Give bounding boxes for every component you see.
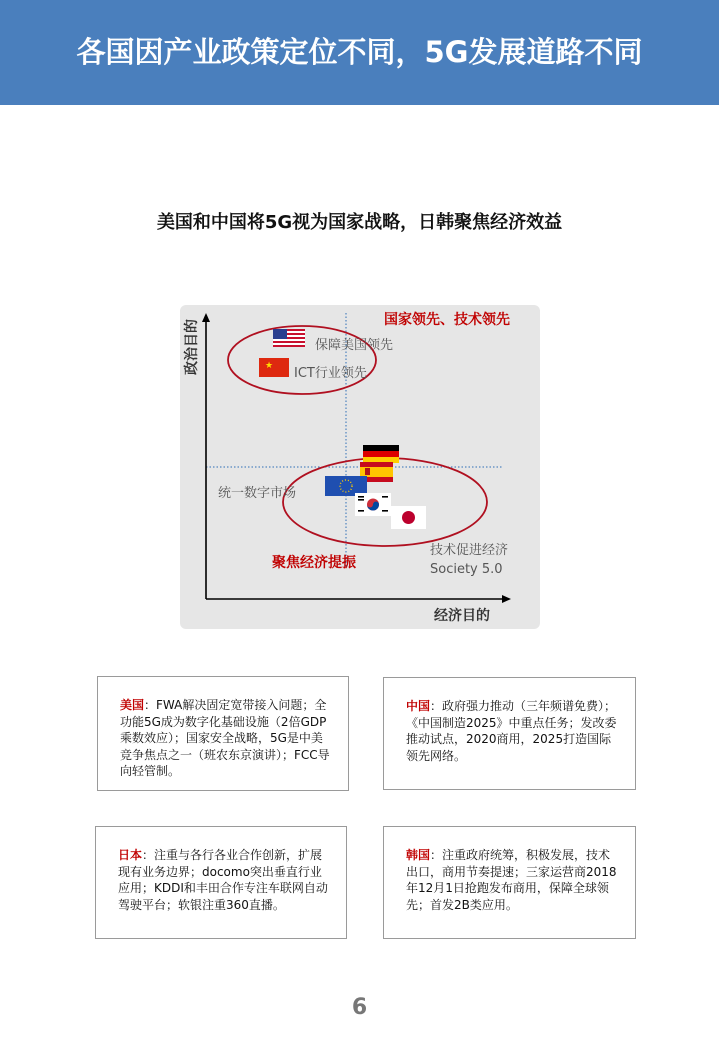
- korea-policy-box: [383, 826, 636, 939]
- korea-policy-text: ：注重政府统筹，积极发展，技术出口，商用节奏提速；三家运营商2018年12月1日抢跑发布商用，保障全球领先；首发2B类应用。: [406, 848, 617, 912]
- usa-label: 保障美国领先: [315, 338, 394, 353]
- japan-flag-icon: [391, 506, 426, 529]
- germany-flag-icon: [363, 445, 399, 463]
- positioning-chart: [180, 305, 540, 629]
- x-axis-arrow-icon: [502, 595, 511, 603]
- section-subtitle: 美国和中国将5G视为国家战略，日韩聚焦经济效益: [156, 212, 563, 233]
- japan-policy-text: ：注重与各行各业合作创新，扩展现有业务边界；docomo突出垂直行业应用；KDDI和丰田合作专注车联网自动驾驶平台；软银注重360直播。: [118, 848, 328, 912]
- japan-policy-box: [95, 826, 347, 939]
- quadrant-top-right-label: 国家领先、技术领先: [384, 312, 510, 328]
- china-policy-text: ：政府强力推动（三年频谱免费）；《中国制造2025》中重点任务；发改委推动试点，2020商用，2025打造国际领先网络。: [406, 699, 617, 763]
- x-axis-label: 经济目的: [434, 608, 490, 624]
- usa-policy-box: [97, 676, 349, 791]
- usa-flag-icon: [273, 329, 305, 347]
- china-policy-box: [383, 677, 636, 790]
- china-label: ICT行业领先: [294, 366, 367, 381]
- positioning-chart-svg: [180, 305, 540, 629]
- svg-text:★: ★: [265, 361, 274, 371]
- korea-country-label: 韩国: [406, 848, 431, 862]
- usa-policy-text: ：FWA解决固定宽带接入问题；全功能5G成为数字化基础设施（2倍GDP乘数效应）；国家安全战略，5G是中美竞争焦点之一（班农东京演讲）；FCC导向轻管制。: [120, 698, 330, 778]
- japan-country-label: 日本: [118, 848, 143, 862]
- korea-flag-icon: [355, 493, 391, 516]
- japan-label-line2: Society 5.0: [430, 562, 503, 577]
- japan-label-line1: 技术促进经济: [430, 543, 509, 558]
- china-flag-icon: [259, 358, 289, 377]
- page-number: 6: [351, 995, 368, 1020]
- y-axis-label: 政治目的: [184, 319, 200, 375]
- page-title: 各国因产业政策定位不同，5G发展道路不同: [76, 35, 643, 69]
- eu-label: 统一数字市场: [218, 486, 297, 501]
- usa-country-label: 美国: [120, 698, 145, 712]
- china-country-label: 中国: [406, 699, 431, 713]
- y-axis-arrow-icon: [202, 313, 210, 322]
- quadrant-bottom-left-label: 聚焦经济提振: [272, 555, 356, 571]
